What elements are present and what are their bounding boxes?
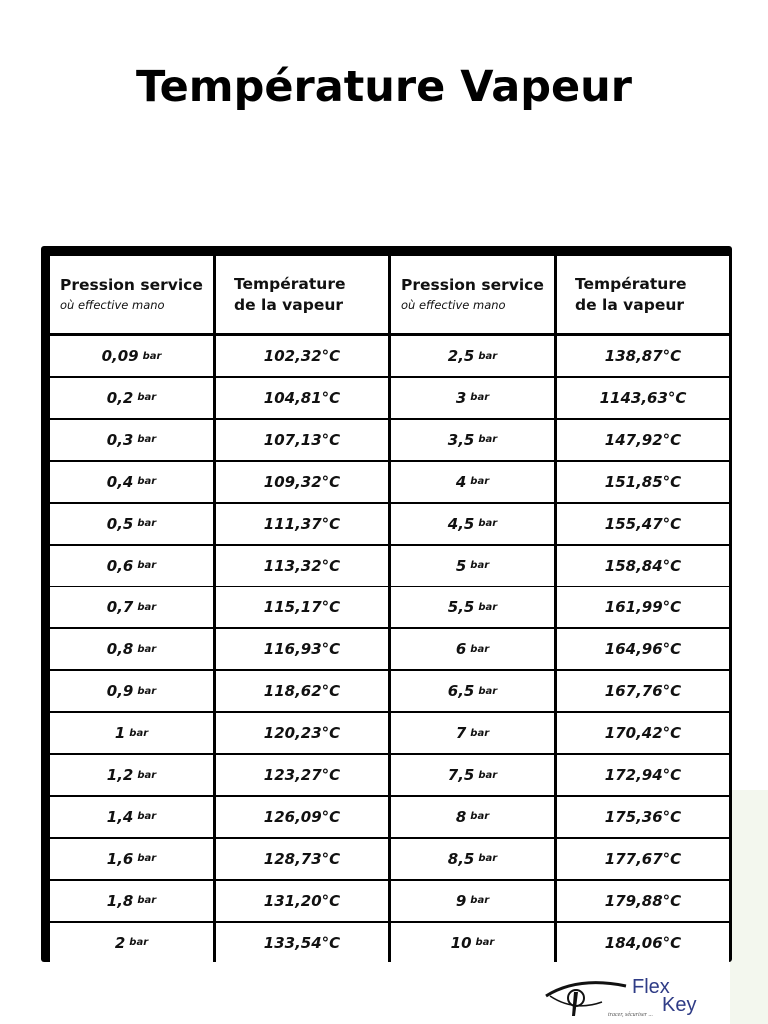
pressure-cell bbox=[391, 420, 554, 460]
pressure-value: 0,7 bbox=[106, 598, 134, 617]
temperature-value: 177,67°C bbox=[604, 849, 682, 868]
temperature-cell bbox=[216, 420, 388, 460]
temperature-cell bbox=[557, 587, 729, 627]
temperature-value: 158,84°C bbox=[604, 556, 682, 575]
pressure-value: 1,6 bbox=[106, 849, 134, 868]
pressure-value: 3 bbox=[455, 388, 467, 407]
temperature-value: 170,42°C bbox=[604, 724, 682, 743]
pressure-unit: bar bbox=[470, 643, 490, 655]
pressure-value: 10 bbox=[450, 933, 472, 952]
temperature-cell bbox=[216, 671, 388, 711]
pressure-value: 8 bbox=[455, 807, 467, 826]
table-half-left bbox=[50, 246, 388, 962]
pressure-value: 0,6 bbox=[106, 556, 134, 575]
pressure-unit: bar bbox=[137, 560, 157, 571]
temperature-value: 164,96°C bbox=[604, 640, 682, 659]
pressure-unit: bar bbox=[478, 434, 498, 446]
temperature-value: 118,62°C bbox=[263, 682, 341, 701]
pressure-cell bbox=[391, 504, 554, 544]
pressure-cell bbox=[50, 504, 213, 544]
pressure-value: 1,2 bbox=[106, 766, 134, 784]
temperature-cell bbox=[557, 839, 729, 879]
pressure-unit: bar bbox=[478, 518, 498, 530]
pressure-value: 0,4 bbox=[106, 472, 134, 491]
temperature-value: 131,20°C bbox=[263, 891, 341, 910]
header-temperature-subtitle: de la vapeur bbox=[234, 295, 344, 314]
pressure-cell bbox=[50, 713, 213, 753]
pressure-unit: bar bbox=[470, 895, 490, 907]
temperature-value: 184,06°C bbox=[604, 933, 682, 952]
flexkey-logo bbox=[544, 972, 714, 1022]
pressure-cell bbox=[50, 336, 213, 376]
temperature-value: 155,47°C bbox=[604, 514, 682, 533]
steam-temperature-table bbox=[41, 246, 732, 962]
pressure-cell bbox=[391, 671, 554, 711]
pressure-unit: bar bbox=[478, 601, 498, 613]
temperature-cell bbox=[216, 546, 388, 586]
pressure-unit: bar bbox=[137, 434, 157, 446]
pressure-value: 5,5 bbox=[447, 598, 475, 617]
pressure-cell bbox=[50, 462, 213, 502]
pressure-cell bbox=[391, 923, 554, 963]
temperature-value: 123,27°C bbox=[263, 766, 341, 784]
pressure-cell bbox=[50, 629, 213, 669]
temperature-cell bbox=[557, 797, 729, 837]
header-temperature-subtitle: de la vapeur bbox=[575, 295, 685, 314]
pressure-unit: bar bbox=[137, 853, 157, 865]
temperature-value: 115,17°C bbox=[263, 598, 341, 617]
pressure-cell bbox=[391, 881, 554, 921]
pressure-value: 1,4 bbox=[106, 807, 134, 826]
pressure-value: 8,5 bbox=[447, 849, 475, 868]
corner-tint bbox=[730, 790, 768, 1024]
pressure-cell bbox=[391, 629, 554, 669]
logo-word-flex: Flex bbox=[632, 976, 670, 998]
pressure-unit: bar bbox=[129, 937, 149, 949]
temperature-cell bbox=[216, 462, 388, 502]
temperature-value: 161,99°C bbox=[604, 598, 682, 617]
pressure-value: 1 bbox=[114, 724, 126, 743]
temperature-value: 113,32°C bbox=[263, 556, 341, 575]
pressure-unit: bar bbox=[470, 476, 490, 488]
temperature-cell bbox=[557, 629, 729, 669]
pressure-unit: bar bbox=[470, 811, 490, 823]
pressure-unit: bar bbox=[137, 476, 157, 488]
temperature-cell bbox=[557, 504, 729, 544]
pressure-value: 4 bbox=[455, 472, 467, 491]
pressure-value: 2,5 bbox=[447, 347, 475, 365]
pressure-value: 0,5 bbox=[106, 514, 134, 533]
header-pressure-subtitle: où effective mano bbox=[401, 298, 506, 312]
page-title: Température Vapeur bbox=[136, 62, 632, 112]
temperature-cell bbox=[557, 881, 729, 921]
pressure-cell bbox=[50, 923, 213, 963]
temperature-value: 126,09°C bbox=[263, 807, 341, 826]
header-temperature bbox=[557, 256, 729, 333]
pressure-value: 6,5 bbox=[447, 682, 475, 701]
temperature-value: 133,54°C bbox=[263, 933, 341, 952]
temperature-value: 116,93°C bbox=[263, 640, 341, 659]
pressure-cell bbox=[50, 755, 213, 795]
pressure-unit: bar bbox=[470, 560, 490, 571]
pressure-value: 3,5 bbox=[447, 430, 475, 449]
pressure-cell bbox=[391, 755, 554, 795]
temperature-value: 109,32°C bbox=[263, 472, 341, 491]
temperature-cell bbox=[557, 713, 729, 753]
temperature-cell bbox=[557, 336, 729, 376]
temperature-cell bbox=[557, 462, 729, 502]
pressure-cell bbox=[391, 839, 554, 879]
temperature-cell bbox=[557, 378, 729, 418]
pressure-value: 5 bbox=[455, 556, 467, 575]
pressure-cell bbox=[50, 546, 213, 586]
pressure-cell bbox=[50, 671, 213, 711]
pressure-value: 6 bbox=[455, 640, 467, 659]
pressure-unit: bar bbox=[478, 769, 498, 781]
pressure-cell bbox=[391, 713, 554, 753]
pressure-unit: bar bbox=[475, 937, 495, 949]
temperature-cell bbox=[216, 797, 388, 837]
temperature-value: 1143,63°C bbox=[599, 388, 687, 407]
pressure-unit: bar bbox=[137, 518, 157, 530]
header-pressure-title: Pression service bbox=[60, 276, 203, 294]
pressure-cell bbox=[391, 587, 554, 627]
temperature-cell bbox=[216, 713, 388, 753]
temperature-value: 172,94°C bbox=[604, 766, 682, 784]
pressure-cell bbox=[391, 378, 554, 418]
pressure-unit: bar bbox=[142, 350, 162, 362]
temperature-value: 111,37°C bbox=[263, 514, 341, 533]
pressure-cell bbox=[391, 797, 554, 837]
temperature-cell bbox=[216, 378, 388, 418]
pressure-value: 1,8 bbox=[106, 891, 134, 910]
header-temperature-title: Température bbox=[575, 274, 687, 293]
temperature-cell bbox=[216, 881, 388, 921]
header-pressure-subtitle: où effective mano bbox=[60, 298, 165, 312]
pressure-value: 0,3 bbox=[106, 430, 134, 449]
temperature-cell bbox=[557, 755, 729, 795]
temperature-value: 151,85°C bbox=[604, 472, 682, 491]
pressure-unit: bar bbox=[137, 601, 157, 613]
temperature-cell bbox=[557, 546, 729, 586]
pressure-unit: bar bbox=[137, 811, 157, 823]
temperature-cell bbox=[216, 629, 388, 669]
header-pressure-title: Pression service bbox=[401, 276, 544, 294]
pressure-value: 0,09 bbox=[101, 347, 139, 365]
temperature-cell bbox=[557, 923, 729, 963]
pressure-unit: bar bbox=[470, 727, 490, 739]
pressure-cell bbox=[50, 797, 213, 837]
temperature-cell bbox=[216, 336, 388, 376]
temperature-cell bbox=[557, 420, 729, 460]
header-pressure bbox=[391, 256, 554, 333]
temperature-value: 120,23°C bbox=[263, 724, 341, 743]
temperature-cell bbox=[216, 923, 388, 963]
logo-tagline: tracer, sécuriser ... bbox=[608, 1012, 653, 1018]
logo-word-key: Key bbox=[662, 994, 697, 1016]
pressure-cell bbox=[50, 839, 213, 879]
pressure-cell bbox=[391, 546, 554, 586]
temperature-value: 128,73°C bbox=[263, 849, 341, 868]
pressure-value: 2 bbox=[114, 933, 126, 952]
pressure-unit: bar bbox=[137, 392, 157, 404]
temperature-cell bbox=[216, 839, 388, 879]
header-temperature bbox=[216, 256, 388, 333]
pressure-cell bbox=[391, 336, 554, 376]
header-pressure bbox=[50, 256, 213, 333]
pressure-unit: bar bbox=[137, 895, 157, 907]
temperature-value: 102,32°C bbox=[263, 347, 341, 365]
pressure-cell bbox=[50, 587, 213, 627]
pressure-unit: bar bbox=[478, 685, 498, 697]
temperature-cell bbox=[557, 671, 729, 711]
pressure-value: 0,8 bbox=[106, 640, 134, 659]
header-temperature-title: Température bbox=[234, 274, 346, 293]
pressure-unit: bar bbox=[478, 350, 498, 362]
pressure-cell bbox=[391, 462, 554, 502]
temperature-value: 104,81°C bbox=[263, 388, 341, 407]
pressure-value: 7 bbox=[455, 724, 467, 743]
temperature-value: 179,88°C bbox=[604, 891, 682, 910]
pressure-unit: bar bbox=[470, 392, 490, 404]
pressure-value: 0,9 bbox=[106, 682, 134, 701]
temperature-value: 167,76°C bbox=[604, 682, 682, 701]
temperature-cell bbox=[216, 504, 388, 544]
pressure-unit: bar bbox=[137, 643, 157, 655]
pressure-cell bbox=[50, 420, 213, 460]
pressure-value: 0,2 bbox=[106, 388, 134, 407]
pressure-unit: bar bbox=[137, 769, 157, 781]
pressure-cell bbox=[50, 378, 213, 418]
temperature-value: 107,13°C bbox=[263, 430, 341, 449]
temperature-value: 175,36°C bbox=[604, 807, 682, 826]
pressure-value: 9 bbox=[455, 891, 467, 910]
temperature-cell bbox=[216, 587, 388, 627]
pressure-cell bbox=[50, 881, 213, 921]
temperature-cell bbox=[216, 755, 388, 795]
pressure-value: 4,5 bbox=[447, 514, 475, 533]
temperature-value: 138,87°C bbox=[604, 347, 682, 365]
table-half-right bbox=[391, 246, 729, 962]
pressure-value: 7,5 bbox=[447, 766, 475, 784]
pressure-unit: bar bbox=[137, 685, 157, 697]
pressure-unit: bar bbox=[129, 727, 149, 739]
pressure-unit: bar bbox=[478, 853, 498, 865]
temperature-value: 147,92°C bbox=[604, 430, 682, 449]
